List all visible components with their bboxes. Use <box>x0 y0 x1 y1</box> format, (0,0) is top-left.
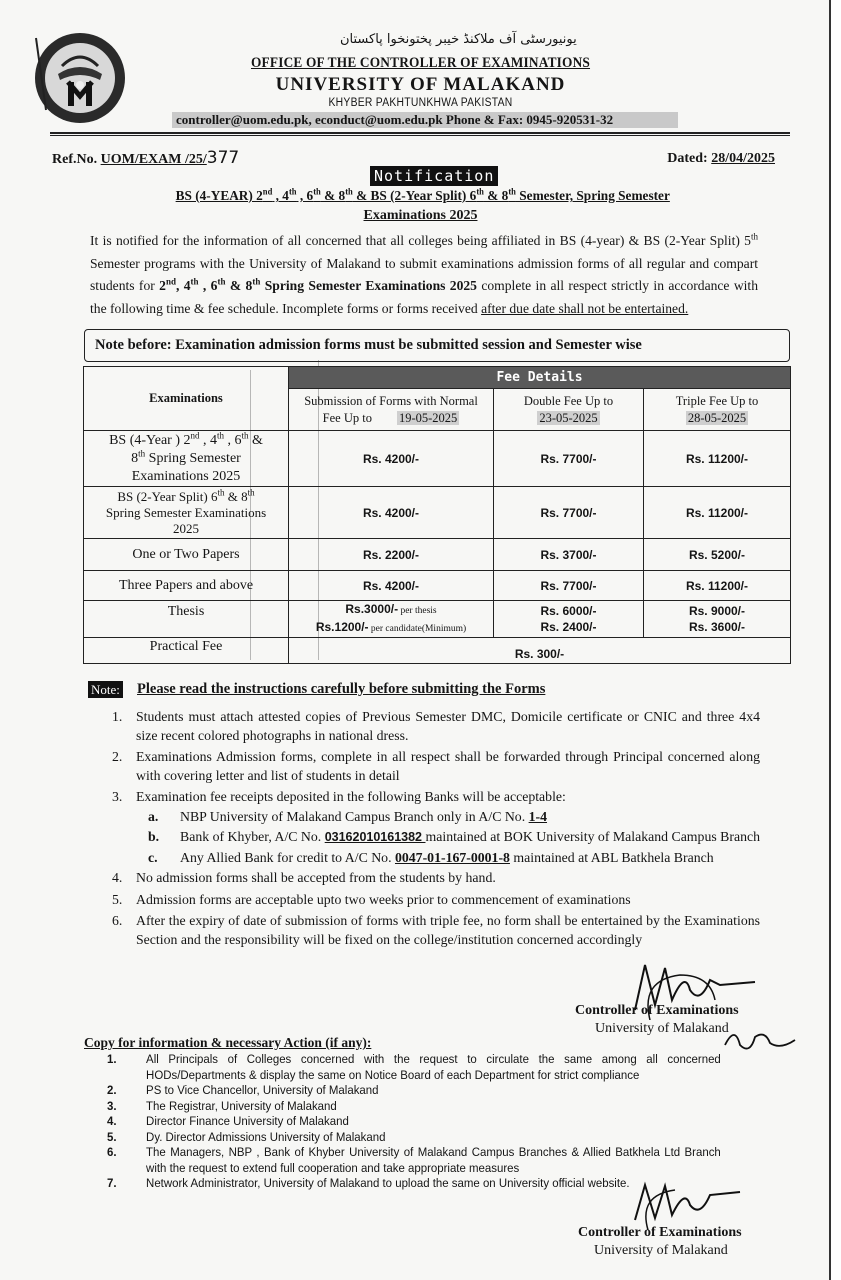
instructions-heading: Please read the instructions carefully before submitting the Forms <box>137 681 546 697</box>
signatory-org: University of Malakand <box>595 1021 729 1036</box>
dated-value: 28/04/2025 <box>711 151 775 166</box>
urdu-university-name: یونیورسٹی آف ملاکنڈ خیبر پختونخوا پاکستان <box>340 32 577 47</box>
notification-badge: Notification <box>370 166 498 186</box>
copy-to-heading: Copy for information & necessary Action (if any): <box>84 1035 372 1050</box>
exam-cell: Thesis <box>84 601 289 638</box>
initials-scribble-icon <box>720 1025 800 1055</box>
ref-value: UOM/EXAM /25/ <box>100 152 207 167</box>
table-row <box>84 487 791 539</box>
controller-signature-block-2 <box>578 1224 742 1260</box>
copy-item: 6. The Managers, NBP , Bank of Khyber University of Malakand Campus Branches & Allied Batkhela Ltd Branch with the request to extend full cooperation and take appropriate measures <box>107 1145 721 1175</box>
double-fee-cell: Rs. 7700/- <box>494 431 644 487</box>
contact-line: controller@uom.edu.pk, econduct@uom.edu.pk Phone & Fax: 0945-920531-32 <box>172 112 678 128</box>
university-name: UNIVERSITY OF MALAKAND <box>275 74 566 95</box>
table-row <box>84 431 791 487</box>
signatory-title: Controller of Examinations <box>578 1225 742 1240</box>
signature-scribble-icon <box>630 1180 750 1230</box>
exam-cell: BS (2-Year Split) 6th & 8th Spring Semester Examinations 2025 <box>84 487 289 539</box>
normal-fee-cell: Rs.3000/- per thesis Rs.1200/- per candidate(Minimum) <box>289 601 494 638</box>
column-header-normal-fee: Submission of Forms with Normal Fee Up to 19-05-2025 <box>289 389 494 431</box>
normal-fee-cell: Rs. 4200/- <box>289 487 494 539</box>
column-header-triple-fee: Triple Fee Up to 28-05-2025 <box>644 389 791 431</box>
copy-item: 5. Dy. Director Admissions University of Malakand <box>107 1129 386 1144</box>
signatory-title: Controller of Examinations <box>575 1003 739 1018</box>
bank-account-number: 0047-01-167-0001-8 <box>394 849 510 865</box>
copy-item: 3. The Registrar, University of Malakand <box>107 1098 337 1113</box>
copy-to-list <box>107 1052 721 1192</box>
triple-fee-cell: Rs. 11200/- <box>644 487 791 539</box>
triple-fee-cell: Rs. 5200/- <box>644 539 791 571</box>
exam-cell: BS (4-Year ) 2nd , 4th , 6th & 8th Spring Semester Examinations 2025 <box>84 431 289 487</box>
instruction-item: 3. Examination fee receipts deposited in the following Banks will be acceptable: <box>112 789 566 804</box>
instruction-item: 4. No admission forms shall be accepted from the students by hand. <box>112 870 496 885</box>
dated-label: Dated: <box>667 151 708 166</box>
bank-item: c. Any Allied Bank for credit to A/C No. 0047-01-167-0001-8 maintained at ABL Batkhela Branch <box>148 849 714 865</box>
exam-cell: Practical Fee <box>84 638 289 664</box>
table-header-row <box>84 367 791 389</box>
double-fee-deadline: 23-05-2025 <box>539 410 598 425</box>
table-row <box>84 601 791 638</box>
office-title: OFFICE OF THE CONTROLLER OF EXAMINATIONS <box>250 55 591 71</box>
bank-account-number: 03162010161382 <box>324 830 426 844</box>
triple-fee-cell: Rs. 11200/- <box>644 571 791 601</box>
double-fee-cell: Rs. 3700/- <box>494 539 644 571</box>
signatory-org: University of Malakand <box>594 1243 728 1258</box>
note-tag: Note: <box>88 681 123 698</box>
note-before-box: Note before: Examination admission forms must be submitted session and Semester wise <box>84 329 790 362</box>
copy-item: 7. Network Administrator, University of Malakand to upload the same on University official website. <box>107 1176 630 1190</box>
copy-item: 2. PS to Vice Chancellor, University of Malakand <box>107 1083 379 1097</box>
normal-fee-cell: Rs. 2200/- <box>289 539 494 571</box>
intro-paragraph: It is notified for the information of all concerned that all colleges being affiliated in BS (4-year) & BS (2-Year Split) 5th Semester programs with the University of Malakand to submit examinations admission forms of all regular and compart students for 2nd, 4th , 6th & 8th Spring Semester Examinations 2025 complete in all respect strictly in accordance with the following time & fee schedule. Incomplete forms or forms received after due date shall not be entertained. <box>90 231 759 316</box>
header-rule <box>50 132 790 136</box>
triple-fee-cell: Rs. 9000/- Rs. 3600/- <box>644 601 791 638</box>
table-row <box>84 638 791 664</box>
notification-subtitle: BS (4-YEAR) 2nd , 4th , 6th & 8th & BS (2-Year Split) 6th & 8th Semester, Spring Semester <box>175 186 670 204</box>
region-line: KHYBER PAKHTUNKHWA PAKISTAN <box>328 97 513 109</box>
double-fee-cell: Rs. 7700/- <box>494 571 644 601</box>
instruction-item: 6. After the expiry of date of submission of forms with triple fee, no form shall be entertained by the Examinations Section and the responsibility will be fixed on the college/institution concerned accordingly <box>112 913 760 947</box>
exam-cell: One or Two Papers <box>84 539 289 571</box>
copy-item: 4. Director Finance University of Malakand <box>107 1114 349 1128</box>
column-header-examinations: Examinations <box>84 367 289 431</box>
table-row <box>84 539 791 571</box>
double-fee-cell: Rs. 7700/- <box>494 487 644 539</box>
triple-fee-deadline: 28-05-2025 <box>687 410 747 425</box>
double-fee-cell: Rs. 6000/- Rs. 2400/- <box>494 601 644 638</box>
practical-fee-cell: Rs. 300/- <box>289 638 791 664</box>
column-header-fee-details: Fee Details <box>289 367 791 389</box>
ref-handwritten-number: 377 <box>206 148 240 168</box>
instructions-list <box>112 708 760 952</box>
triple-fee-cell: Rs. 11200/- <box>644 431 791 487</box>
reference-number <box>52 148 239 168</box>
normal-fee-cell: Rs. 4200/- <box>289 431 494 487</box>
instruction-item: 5. Admission forms are acceptable upto two weeks prior to commencement of examinations <box>112 891 631 907</box>
normal-fee-cell: Rs. 4200/- <box>289 571 494 601</box>
date-line <box>667 151 775 167</box>
bank-item: b. Bank of Khyber, A/C No. 03162010161382 maintained at BOK University of Malakand Campus Branch <box>148 829 761 844</box>
fee-schedule-table <box>83 366 791 664</box>
bank-item: a. NBP University of Malakand Campus Branch only in A/C No. 1-4 <box>148 808 548 824</box>
ref-label: Ref.No. <box>52 152 98 167</box>
normal-fee-deadline: 19-05-2025 <box>398 410 458 425</box>
bank-account-number: 1-4 <box>528 808 548 824</box>
copy-item: 1. All Principals of Colleges concerned with the request to circulate the same among all concerned HODs/Departments & display the same on Notice Board of each Department for strict compliance <box>107 1052 721 1082</box>
instruction-item: 2. Examinations Admission forms, complete in all respect shall be forwarded through Principal concerned along with covering letter and list of students in detail <box>112 749 760 783</box>
notification-subtitle-line2: Examinations 2025 <box>363 208 478 223</box>
column-header-double-fee: Double Fee Up to 23-05-2025 <box>494 389 644 431</box>
exam-cell: Three Papers and above <box>84 571 289 601</box>
table-row <box>84 571 791 601</box>
instruction-item: 1. Students must attach attested copies of Previous Semester DMC, Domicile certificate or CNIC and three 4x4 size recent colored photographs in national dress. <box>112 709 760 743</box>
controller-signature-block <box>575 1002 739 1038</box>
